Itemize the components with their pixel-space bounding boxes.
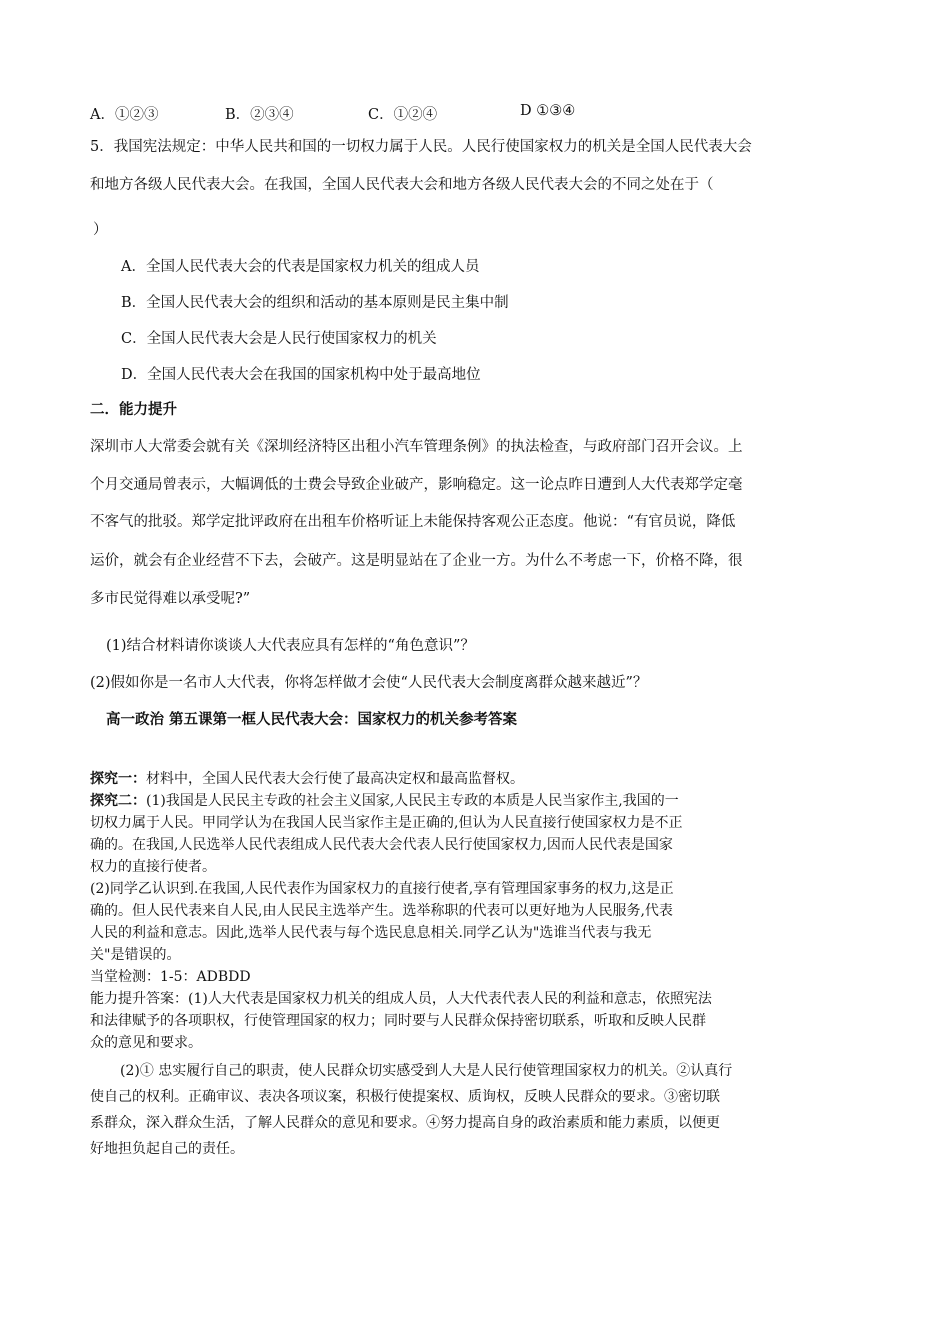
exploration-2-line-1 (90, 790, 679, 812)
ability-answer-line-3: 众的意见和要求。 (90, 1035, 202, 1051)
material-line-1: 深圳市人大常委会就有关《深圳经济特区出租小汽车管理条例》的执法检查，与政府部门召开会议。上 (90, 439, 743, 455)
question-2: (2)假如你是一名市人大代表，你将怎样做才会使“人民代表大会制度离群众越来越近”？ (90, 675, 648, 691)
material-line-5: 多市民觉得难以承受呢?” (90, 591, 251, 607)
q5-stem-line-1: 5．我国宪法规定：中华人民共和国的一切权力属于人民。人民行使国家权力的机关是全国人民代表大会 (90, 139, 752, 155)
exploration-2-line-2: 切权力属于人民。甲同学认为在我国人民当家作主是正确的,但认为人民直接行使国家权力是不正 (90, 815, 683, 831)
q4-option-a: A．①②③ (90, 107, 159, 123)
q5-option-a: A．全国人民代表大会的代表是国家权力机关的组成人员 (121, 259, 480, 275)
q5-option-c: C．全国人民代表大会是人民行使国家权力的机关 (121, 331, 437, 347)
ability-answer-line-5: 使自己的权利。正确审议、表决各项议案，积极行使提案权、质询权，反映人民群众的要求。③密切联 (90, 1089, 720, 1105)
q5-option-b: B．全国人民代表大会的组织和活动的基本原则是民主集中制 (121, 295, 509, 311)
ability-answer-line-6: 系群众，深入群众生活，了解人民群众的意见和要求。④努力提高自身的政治素质和能力素质，以便更 (90, 1115, 720, 1131)
quiz-answers: 当堂检测：1-5：ADBDD (90, 969, 251, 985)
q4-option-b: B．②③④ (225, 107, 294, 123)
q5-option-d: D．全国人民代表大会在我国的国家机构中处于最高地位 (121, 367, 481, 383)
exploration-2-line-8: 关"是错误的。 (90, 947, 181, 963)
exploration-2-line-5: (2)同学乙认识到.在我国,人民代表作为国家权力的直接行使者,享有管理国家事务的权力,这是正 (90, 881, 674, 897)
exploration-2-text: (1)我国是人民民主专政的社会主义国家,人民民主专政的本质是人民当家作主,我国的一 (146, 793, 679, 809)
exploration-2-label: 探究二： (90, 793, 146, 809)
q4-option-d: D ①③④ (520, 103, 576, 119)
question-1: (1)结合材料请你谈谈人大代表应具有怎样的“角色意识”？ (106, 638, 475, 654)
exploration-1 (90, 768, 524, 790)
exploration-1-label: 探究一： (90, 771, 146, 787)
exploration-2-line-6: 确的。但人民代表来自人民,由人民民主选举产生。选举称职的代表可以更好地为人民服务,代表 (90, 903, 673, 919)
ability-answer-line-2: 和法律赋予的各项职权，行使管理国家的权力；同时要与人民群众保持密切联系，听取和反映人民群 (90, 1013, 706, 1029)
q4-option-c: C．①②④ (368, 107, 438, 123)
ability-answer-line-4: (2)① 忠实履行自己的职责，使人民群众切实感受到人大是人民行使管理国家权力的机关。②认真行 (120, 1063, 733, 1079)
exploration-2-line-3: 确的。在我国,人民选举人民代表组成人民代表大会代表人民行使国家权力,因而人民代表是国家 (90, 837, 673, 853)
ability-answer-line-1: 能力提升答案：(1)人大代表是国家权力机关的组成人员，人大代表代表人民的利益和意志，依照宪法 (90, 991, 712, 1007)
section-heading: 二．能力提升 (90, 402, 177, 418)
material-line-4: 运价，就会有企业经营不下去，会破产。这是明显站在了企业一方。为什么不考虑一下，价格不降，很 (90, 553, 743, 569)
material-line-2: 个月交通局曾表示，大幅调低的士费会导致企业破产，影响稳定。这一论点昨日遭到人大代表郑学定毫 (90, 477, 743, 493)
material-line-3: 不客气的批驳。郑学定批评政府在出租车价格听证上未能保持客观公正态度。他说：“有官员说，降低 (90, 514, 736, 530)
q5-stem-line-3: ） (93, 222, 108, 238)
exploration-2-line-4: 权力的直接行使者。 (90, 859, 216, 875)
answers-title: 高一政治 第五课第一框人民代表大会：国家权力的机关参考答案 (106, 712, 518, 728)
exploration-1-text: 材料中，全国人民代表大会行使了最高决定权和最高监督权。 (146, 771, 524, 787)
q5-stem-line-2: 和地方各级人民代表大会。在我国，全国人民代表大会和地方各级人民代表大会的不同之处在于（ (90, 177, 714, 193)
ability-answer-line-7: 好地担负起自己的责任。 (90, 1141, 244, 1157)
exploration-2-line-7: 人民的利益和意志。因此,选举人民代表与每个选民息息相关.同学乙认为"选谁当代表与我无 (90, 925, 652, 941)
